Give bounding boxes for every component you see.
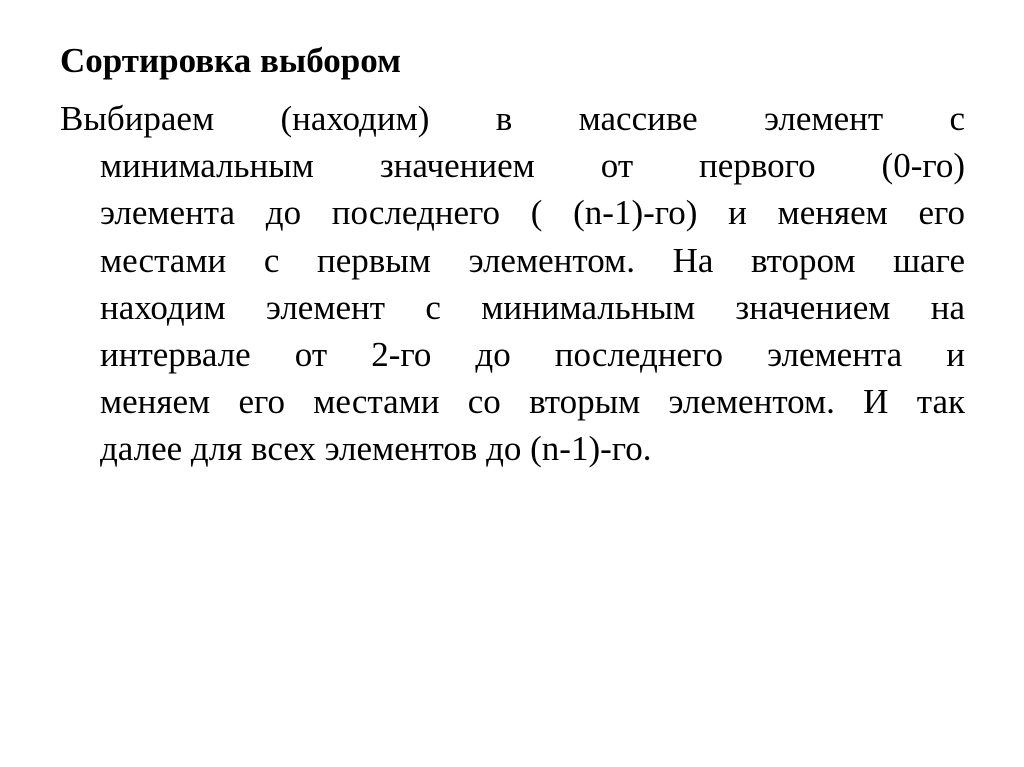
paragraph-line-6: интервале от 2-го до последнего элемента и	[100, 334, 965, 374]
paragraph-line-4: местами с первым элементом. На втором шаге	[100, 240, 965, 280]
paragraph-line-3: элемента до последнего ( (n-1)-го) и меняем его	[100, 193, 965, 233]
slide-title: Сортировка выбором	[60, 41, 401, 80]
paragraph-line-5: находим элемент с минимальным значением на	[100, 287, 965, 327]
paragraph-line-8: далее для всех элементов до (n-1)-го.	[100, 429, 652, 469]
paragraph-line-7: меняем его местами со вторым элементом. И так	[100, 382, 965, 422]
slide-body-text	[60, 95, 965, 473]
paragraph-line-2: минимальным значением от первого (0-го)	[100, 146, 965, 186]
paragraph-line-1: Выбираем (находим) в массиве элемент с	[60, 99, 965, 138]
